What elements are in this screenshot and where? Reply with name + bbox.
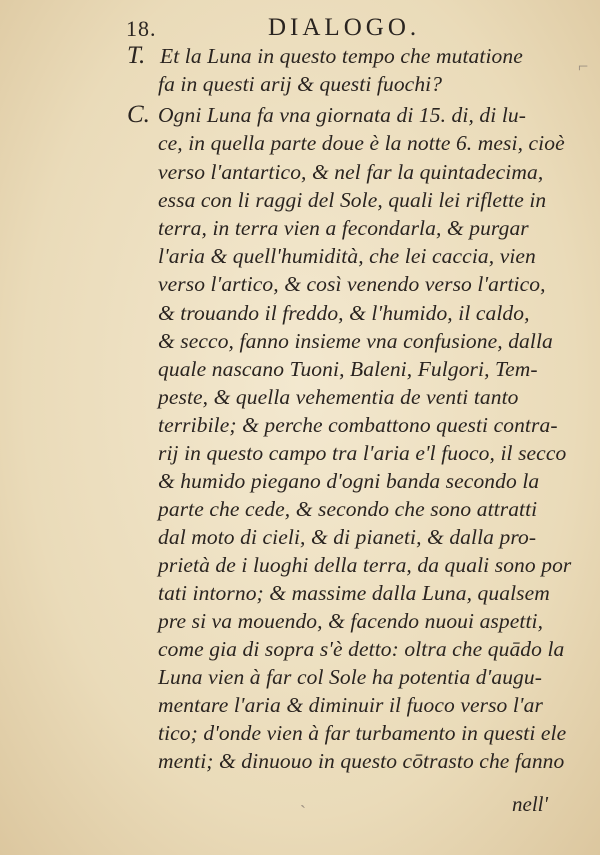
text-line: pre si va mouendo, & facendo nuoui aspetti, [158,609,544,633]
text-line: dal moto di cieli, & di pianeti, & dalla pro- [158,525,537,549]
text-line: mentare l'aria & diminuir il fuoco verso l'ar [158,693,543,717]
text-line: verso l'antartico, & nel far la quintadecima, [158,160,544,184]
catchword: nell' [512,792,548,816]
text-line: Et la Luna in questo tempo che mutatione [160,44,523,68]
text-line: peste, & quella vehementia de venti tanto [158,385,519,409]
text-line: essa con li raggi del Sole, quali lei riflette in [158,188,547,212]
running-title: DIALOGO. [268,14,421,41]
text-line: parte che cede, & secondo che sono attratti [158,497,538,521]
page-header [0,14,600,44]
speaker-t: T. [127,42,146,69]
text-line: come gia di sopra s'è detto: oltra che quādo la [158,637,565,661]
page-number: 18. [126,16,157,41]
text-line: & trouando il freddo, & l'humido, il caldo, [158,301,530,325]
text-line: tati intorno; & massime dalla Luna, qualsem [158,581,550,605]
text-line: fa in questi arij & questi fuochi? [158,72,443,96]
show-through-mark: ˎ [300,788,306,808]
text-line: verso l'artico, & così venendo verso l'artico, [158,272,546,296]
text-line: quale nascano Tuoni, Baleni, Fulgori, Tem- [158,357,538,381]
text-line: tico; d'onde vien à far turbamento in questi ele [158,721,567,745]
text-line: prietà de i luoghi della terra, da quali sono por [158,553,572,577]
text-line: Ogni Luna fa vna giornata di 15. di, di lu- [158,103,527,127]
text-line: l'aria & quell'humidità, che lei caccia, vien [158,244,536,268]
text-line: & secco, fanno insieme vna confusione, dalla [158,329,553,353]
text-line: terra, in terra vien a fecondarla, & purgar [158,216,529,240]
text-line: Luna vien à far col Sole ha potentia d'augu- [158,665,543,689]
text-line: & humido piegano d'ogni banda secondo la [158,469,540,493]
text-line: ce, in quella parte doue è la notte 6. mesi, cioè [158,131,565,155]
text-line: menti; & dinuouo in questo cōtrasto che fanno [158,749,565,773]
text-line: terribile; & perche combattono questi contra- [158,413,558,437]
speaker-c: C. [127,101,150,128]
show-through-mark: ⌐ [578,56,589,76]
text-line: rij in questo campo tra l'aria e'l fuoco, il secco [158,441,567,465]
